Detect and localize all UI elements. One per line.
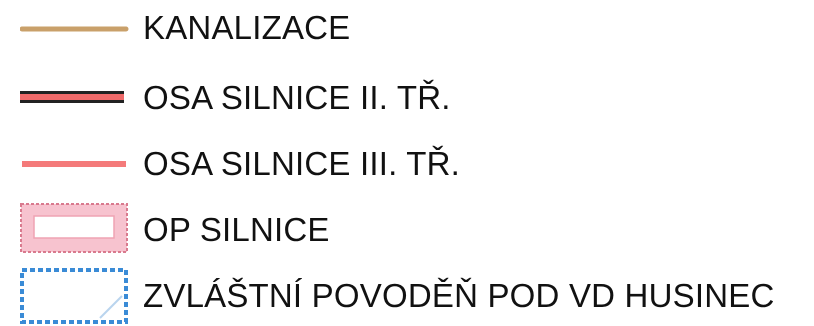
silnice-iii-line-symbol: [20, 136, 130, 192]
legend-label-povoden: ZVLÁŠTNÍ POVODĚŇ POD VD HUSINEC: [143, 277, 775, 314]
legend-item-kanalizace: [0, 0, 814, 56]
op-silnice-box-inner: [34, 216, 114, 238]
legend-label-op-silnice: OP SILNICE: [143, 211, 330, 248]
legend-label-silnice-iii: OSA SILNICE III. TŘ.: [143, 145, 460, 182]
povoden-box-hatch: [100, 296, 122, 318]
povoden-box-symbol: [20, 266, 130, 322]
op-silnice-box-symbol: [20, 200, 130, 256]
legend-item-povoden: [0, 266, 814, 322]
legend-item-silnice-iii: [0, 136, 814, 192]
legend-label-kanalizace: KANALIZACE: [143, 9, 351, 46]
povoden-box-outline: [22, 270, 126, 322]
legend-label-silnice-ii: OSA SILNICE II. TŘ.: [143, 79, 451, 116]
silnice-ii-line-fill: [20, 94, 124, 100]
silnice-ii-line-symbol: [20, 70, 130, 126]
kanalizace-line-symbol: [20, 0, 130, 56]
legend-item-op-silnice: [0, 200, 814, 256]
legend-item-silnice-ii: [0, 70, 814, 126]
